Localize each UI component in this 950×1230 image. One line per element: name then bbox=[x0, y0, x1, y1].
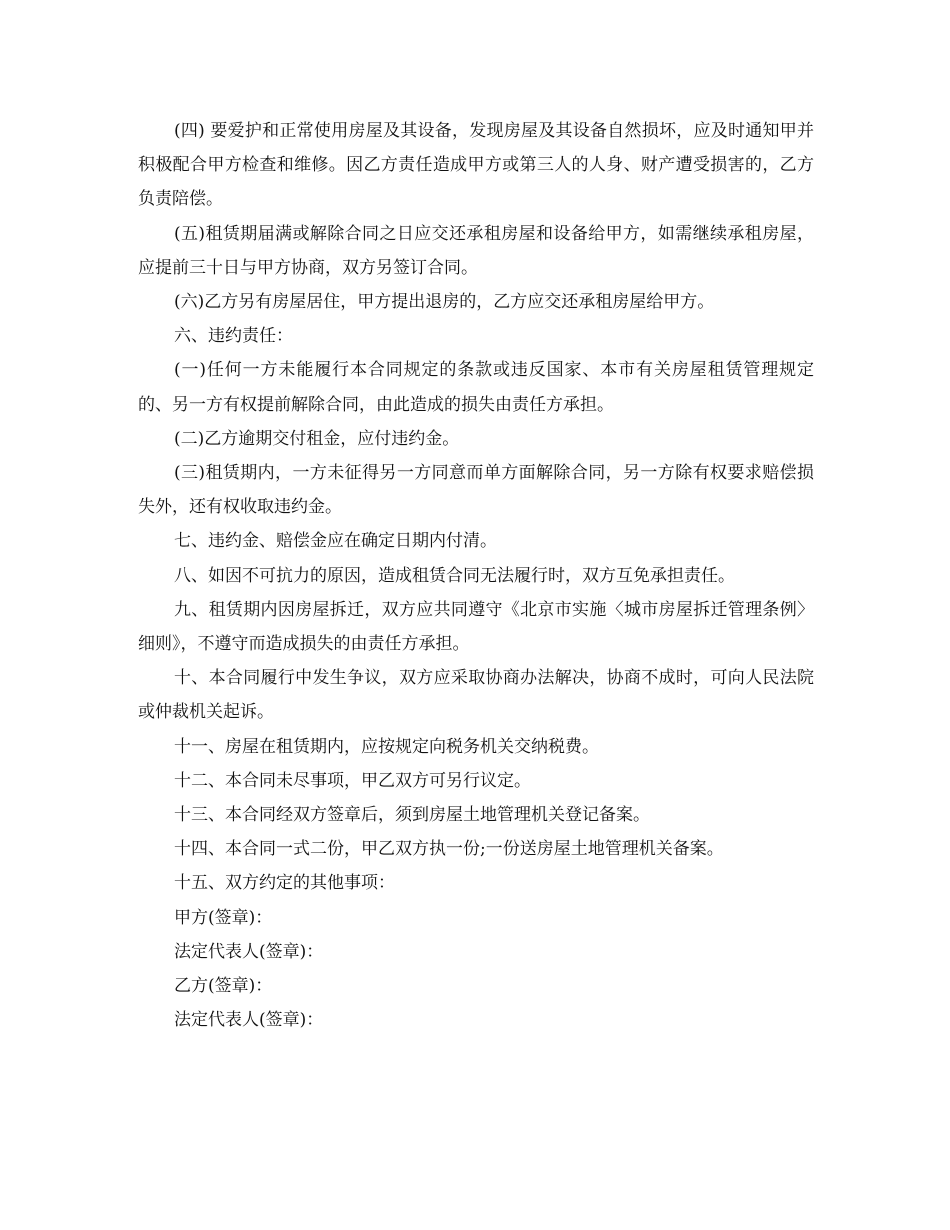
section-8-force-majeure: 八、如因不可抗力的原因，造成租赁合同无法履行时，双方互免承担责任。 bbox=[174, 565, 735, 586]
document-page bbox=[138, 114, 814, 1037]
signature-representative-b: 法定代表人(签章)： bbox=[174, 1010, 324, 1031]
signature-party-a: 甲方(签章)： bbox=[174, 907, 273, 928]
breach-clause-2: (二)乙方逾期交付租金，应付违约金。 bbox=[174, 428, 460, 449]
section-heading-breach: 六、违约责任： bbox=[174, 326, 293, 347]
clause-6-return-house: (六)乙方另有房屋居住，甲方提出退房的，乙方应交还承租房屋给甲方。 bbox=[174, 292, 715, 313]
section-14-copies: 十四、本合同一式二份，甲乙双方执一份;一份送房屋土地管理机关备案。 bbox=[174, 839, 724, 860]
section-12-other-matters: 十二、本合同未尽事项，甲乙双方可另行议定。 bbox=[174, 770, 531, 791]
section-10-disputes: 十、本合同履行中发生争议，双方应采取协商办法解决，协商不成时，可向人民法院或仲裁机关起诉。 bbox=[138, 668, 814, 723]
section-9-demolition: 九、租赁期内因房屋拆迁，双方应共同遵守《北京市实施〈城市房屋拆迁管理条例〉细则》，不遵守而造成损失的由责任方承担。 bbox=[138, 599, 814, 655]
clause-5-lease-expiry: (五)租赁期届满或解除合同之日应交还承租房屋和设备给甲方，如需继续承租房屋，应提前三十日与甲方协商，双方另签订合同。 bbox=[138, 223, 814, 278]
section-13-registration: 十三、本合同经双方签章后，须到房屋土地管理机关登记备案。 bbox=[174, 805, 650, 826]
section-15-agreed-items: 十五、双方约定的其他事项： bbox=[174, 873, 395, 894]
breach-clause-3: (三)租赁期内，一方未征得另一方同意而单方面解除合同，另一方除有权要求赔偿损失外，还有权收取违约金。 bbox=[138, 463, 814, 518]
breach-clause-1: (一)任何一方未能履行本合同规定的条款或违反国家、本市有关房屋租赁管理规定的、另一方有权提前解除合同，由此造成的损失由责任方承担。 bbox=[138, 360, 814, 415]
signature-party-b: 乙方(签章)： bbox=[174, 976, 273, 997]
clause-4-maintenance: (四) 要爱护和正常使用房屋及其设备，发现房屋及其设备自然损坏，应及时通知甲并积极配合甲方检查和维修。因乙方责任造成甲方或第三人的人身、财产遭受损害的，乙方负责陪偿。 bbox=[138, 121, 814, 210]
signature-representative-a: 法定代表人(签章)： bbox=[174, 941, 324, 962]
section-11-taxes: 十一、房屋在租赁期内，应按规定向税务机关交纳税费。 bbox=[174, 736, 599, 757]
section-7-penalty-payment: 七、违约金、赔偿金应在确定日期内付清。 bbox=[174, 531, 497, 552]
